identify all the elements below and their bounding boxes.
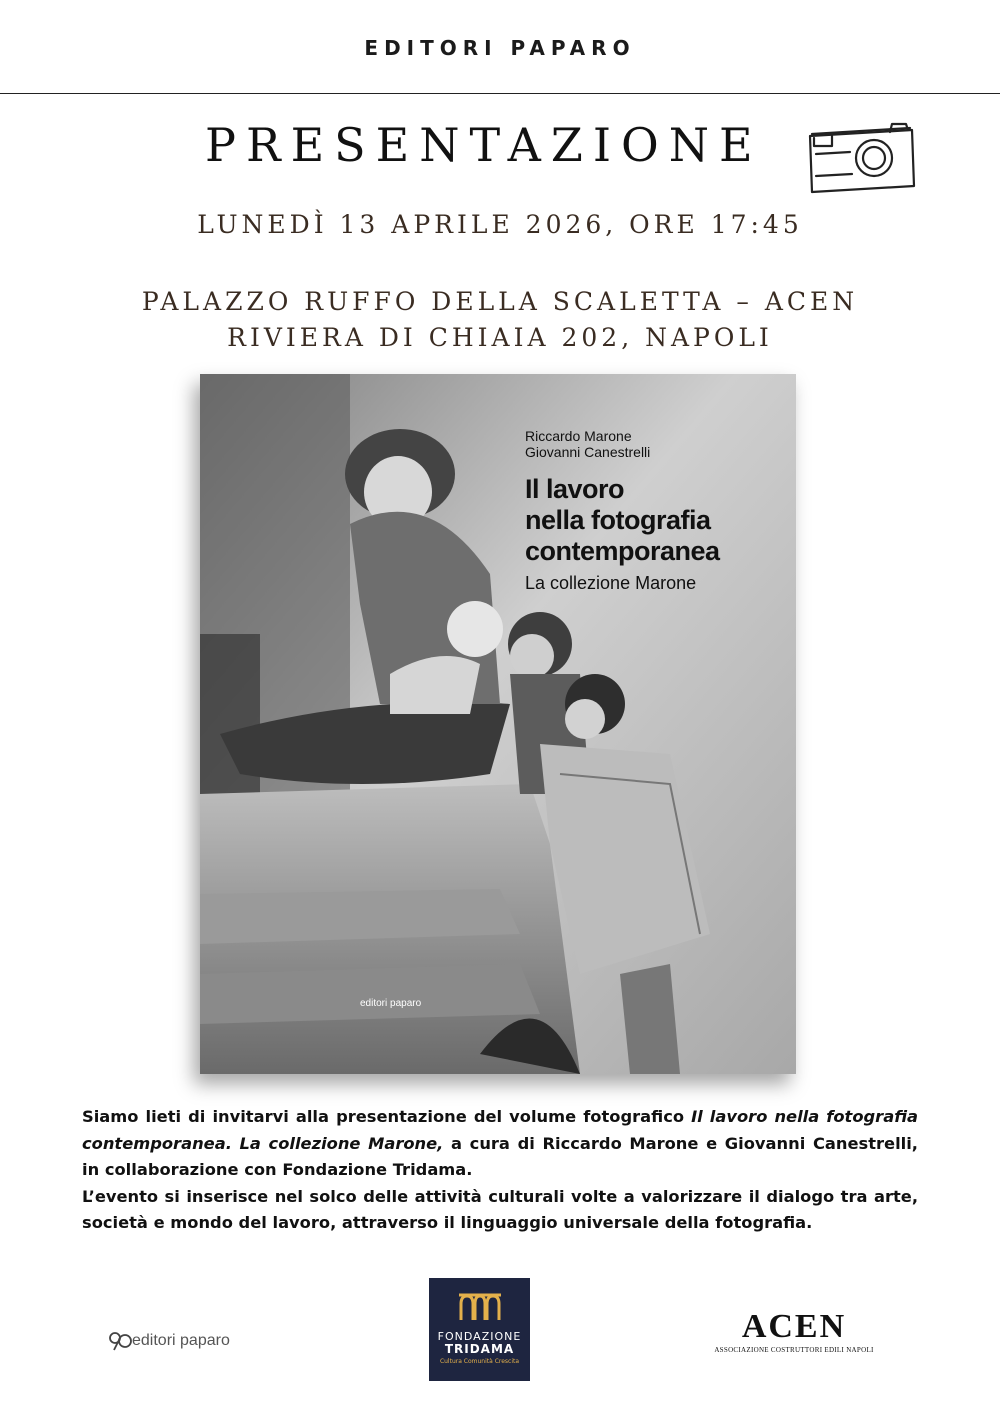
acen-name: ACEN [741,1308,847,1345]
cover-subtitle: La collezione Marone [525,573,697,593]
header-divider [0,93,1000,94]
description-paragraph-2: L’evento si inserisce nel solco delle attività culturali volte a valorizzare il dialogo tra arte, società e mondo del lavoro, attraverso il linguaggio universale della fotografia. [82,1186,918,1232]
description-book-title: Il lavoro nella fotografia contemporanea. La collezione Marone, [82,1107,918,1153]
cover-author-1: Riccardo Marone [525,428,632,444]
description-p1-end: a cura di Riccardo Marone e Giovanni Canestrelli, in collaborazione con Fondazione Tridama. [82,1133,918,1179]
cover-title-line-1: Il lavoro [525,474,625,504]
fondazione-tridama-logo [429,1278,530,1381]
publisher-header: EDITORI PAPARO [364,36,636,60]
venue-line-1: PALAZZO RUFFO DELLA SCALETTA – ACEN [141,287,859,316]
tridama-tagline: Cultura Comunità Crescita [439,1358,520,1365]
cover-authors [525,428,720,460]
cover-text-block [525,428,720,594]
tridama-line-2: TRIDAMA [444,1342,515,1356]
event-title: PRESENTAZIONE [205,118,763,172]
paparo-logo-text: editori paparo [132,1332,230,1349]
cover-title-line-3: contemporanea [525,536,720,566]
cover-title-line-2: nella fotografia [525,505,711,535]
event-date: LUNEDÌ 13 APRILE 2026, ORE 17:45 [197,210,803,239]
description-paragraph-1 [82,1104,918,1184]
editori-paparo-logo [108,1330,230,1352]
camera-icon [806,118,916,196]
acen-logo [686,1310,902,1354]
event-venue [0,284,1000,356]
book-cover [200,374,796,1074]
acen-full-name: ASSOCIAZIONE COSTRUTTORI EDILI NAPOLI [714,1346,874,1354]
venue-line-2: RIVIERA DI CHIAIA 202, NAPOLI [227,323,773,352]
tridama-line-1: FONDAZIONE [437,1330,522,1343]
cover-title [525,474,720,567]
cover-logo-text: editori paparo [360,998,422,1009]
paparo-mark-icon [108,1330,132,1352]
cover-publisher-logo [360,998,421,1009]
description-p1-start: Siamo lieti di invitarvi alla presentazione del volume fotografico [82,1107,692,1126]
arches-icon [459,1292,501,1322]
event-description [82,1104,918,1237]
cover-author-2: Giovanni Canestrelli [525,444,651,460]
